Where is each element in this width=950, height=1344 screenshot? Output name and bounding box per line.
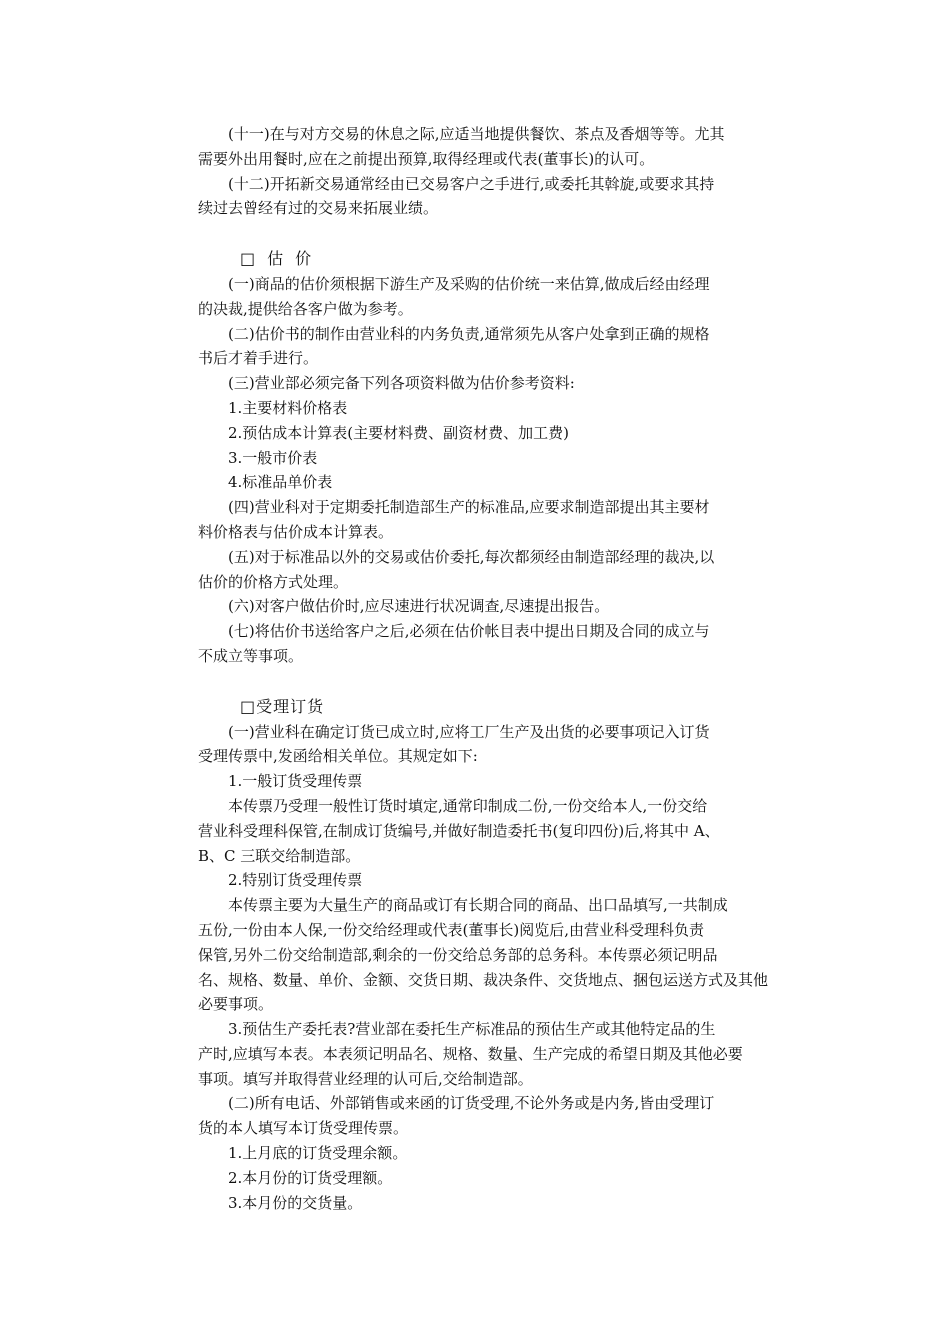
paragraph-line: (二)估价书的制作由营业科的内务负责,通常须先从客户处拿到正确的规格 (228, 324, 710, 343)
paragraph-line: 不成立等事项。 (198, 646, 304, 665)
paragraph-line: 事项。填写并取得营业经理的认可后,交给制造部。 (198, 1069, 533, 1088)
paragraph-line: B、C 三联交给制造部。 (198, 846, 361, 865)
list-item: 1.一般订货受理传票 (228, 772, 363, 791)
paragraph-line: 营业科受理科保管,在制成订货编号,并做好制造委托书(复印四份)后,将其中 A、 (198, 821, 720, 840)
section-gap (198, 669, 796, 694)
paragraph-line: 名、规格、数量、单价、金额、交货日期、裁决条件、交货地点、捆包运送方式及其他 (198, 970, 769, 989)
list-item: 3.一般市价表 (228, 448, 318, 467)
paragraph-line: 本传票乃受理一般性订货时填定,通常印制成二份,一份交给本人,一份交给 (228, 796, 708, 815)
paragraph-line: 续过去曾经有过的交易来拓展业绩。 (198, 199, 439, 218)
paragraph-line: 货的本人填写本订货受理传票。 (198, 1119, 409, 1138)
list-item: 2.特别订货受理传票 (228, 871, 363, 890)
paragraph-line: 料价格表与估价成本计算表。 (198, 522, 394, 541)
list-item: 1.上月底的订货受理余额。 (228, 1144, 408, 1163)
section-heading-estimate: □估价 (240, 248, 324, 268)
paragraph-line: 必要事项。 (198, 995, 274, 1014)
list-item: 2.本月份的订货受理额。 (228, 1168, 393, 1187)
paragraph-line: 书后才着手进行。 (198, 349, 319, 368)
paragraph-line: 保管,另外二份交给制造部,剩余的一份交给总务部的总务科。本传票必须记明品 (198, 945, 718, 964)
list-item: 1.主要材料价格表 (228, 398, 348, 417)
paragraph-line: (一)营业科在确定订货已成立时,应将工厂生产及出货的必要事项记入订货 (228, 722, 710, 741)
paragraph-line: (五)对于标准品以外的交易或估价委托,每次都须经由制造部经理的裁决,以 (228, 547, 715, 566)
paragraph-line: 3.预估生产委托表?营业部在委托生产标准品的预估生产或其他特定品的生 (228, 1020, 716, 1039)
paragraph-line: (十一)在与对方交易的休息之际,应适当地提供餐饮、茶点及香烟等等。尤其 (228, 125, 725, 143)
paragraph-line: (六)对客户做估价时,应尽速进行状况调查,尽速提出报告。 (228, 597, 610, 616)
section-gap (198, 221, 796, 246)
paragraph-line: (三)营业部必须完备下列各项资料做为估价参考资料: (228, 374, 575, 393)
list-item: 2.预估成本计算表(主要材料费、副资材费、加工费) (228, 423, 570, 442)
document-page (198, 122, 796, 1215)
paragraph-line: (七)将估价书送给客户之后,必须在估价帐目表中提出日期及合同的成立与 (228, 622, 710, 641)
paragraph-line: (二)所有电话、外部销售或来函的订货受理,不论外务或是内务,皆由受理订 (228, 1094, 715, 1113)
paragraph-line: 本传票主要为大量生产的商品或订有长期合同的商品、出口品填写,一共制成 (228, 896, 728, 915)
paragraph-line: (一)商品的估价须根据下游生产及采购的估价统一来估算,做成后经由经理 (228, 274, 710, 293)
paragraph-line: 受理传票中,发函给相关单位。其规定如下: (198, 747, 478, 766)
paragraph-line: (四)营业科对于定期委托制造部生产的标准品,应要求制造部提出其主要材 (228, 498, 710, 517)
paragraph-line: 估价的价格方式处理。 (198, 572, 349, 591)
paragraph-line: (十二)开拓新交易通常经由已交易客户之手进行,或委托其斡旋,或要求其持 (228, 174, 715, 193)
section-heading-order: □受理订货 (240, 696, 325, 716)
paragraph-line: 产时,应填写本表。本表须记明品名、规格、数量、生产完成的希望日期及其他必要 (198, 1044, 743, 1063)
list-item: 4.标准品单价表 (228, 473, 333, 492)
list-item: 3.本月份的交货量。 (228, 1193, 363, 1212)
paragraph-line: 五份,一份由本人保,一份交给经理或代表(董事长)阅览后,由营业科受理科负责 (198, 920, 705, 939)
paragraph-line: 需要外出用餐时,应在之前提出预算,取得经理或代表(董事长)的认可。 (198, 149, 655, 168)
paragraph-line: 的决裁,提供给各客户做为参考。 (198, 299, 413, 318)
